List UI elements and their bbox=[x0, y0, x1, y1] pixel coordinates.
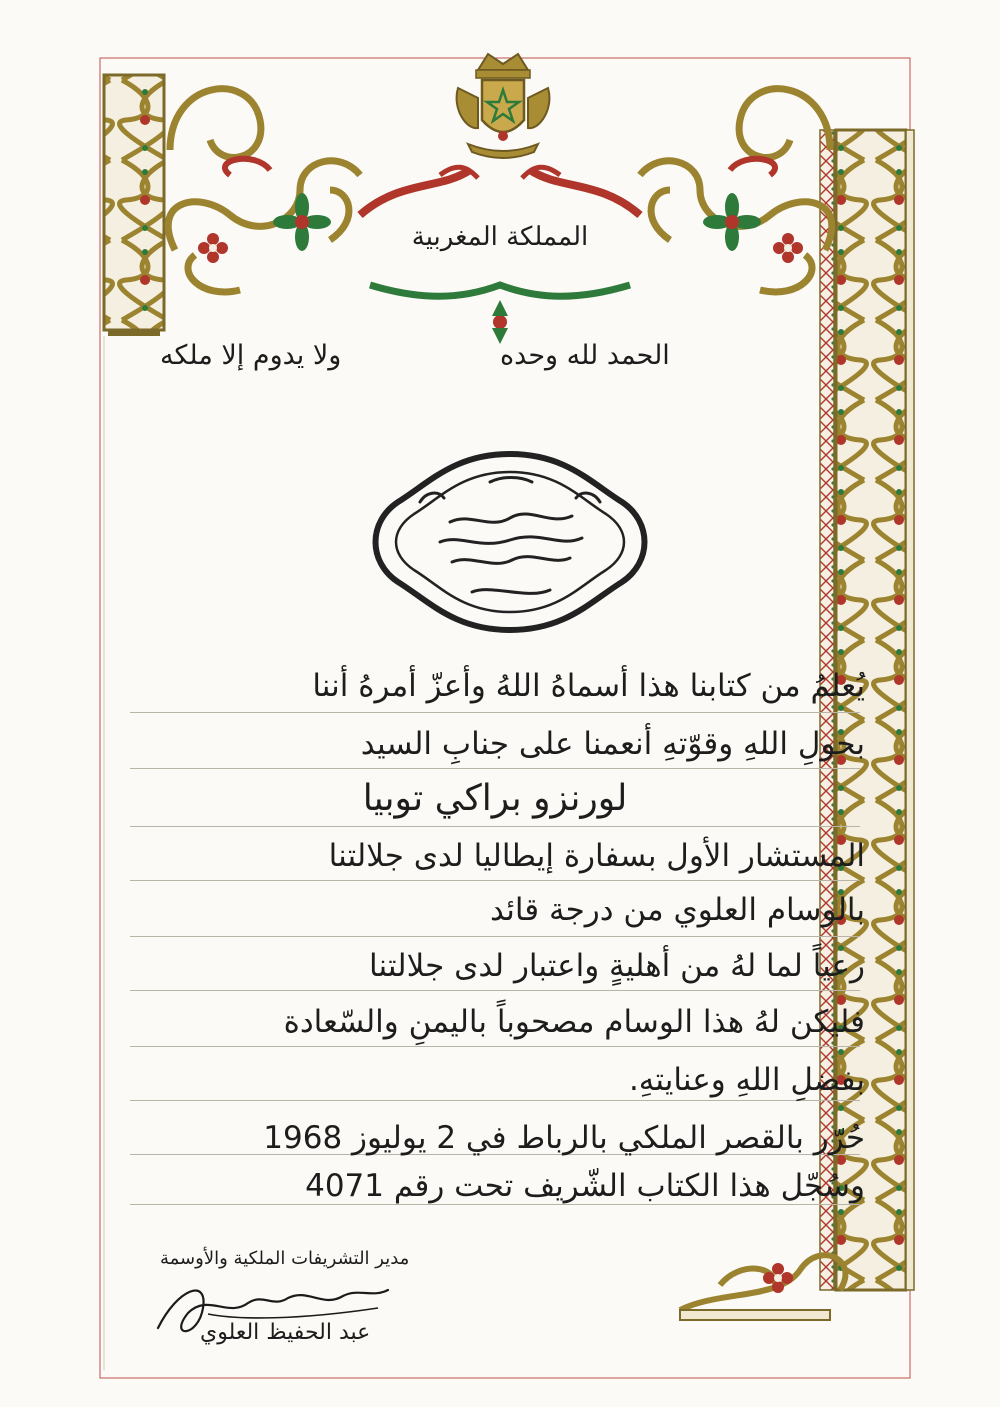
recipient-name: لورنزو براكي توبيا bbox=[362, 778, 628, 819]
body-line-4: المستشار الأول بسفارة إيطاليا لدى جلالتنا bbox=[328, 838, 865, 874]
body-line-8: بفضلِ اللهِ وعنايتهِ. bbox=[628, 1062, 865, 1098]
ruled-line bbox=[130, 1046, 860, 1047]
red-flower-left bbox=[195, 230, 231, 266]
date-line: حُرّر بالقصر الملكي بالرباط في 2 يوليوز 1968 bbox=[263, 1120, 865, 1156]
ruled-line bbox=[130, 712, 860, 713]
red-flower-bottom bbox=[760, 1260, 796, 1296]
body-line-7: فليكن لهُ هذا الوسام مصحوباً باليمنِ والسّعادة bbox=[283, 1004, 865, 1040]
director-title: مدير التشريفات الملكية والأوسمة bbox=[160, 1248, 410, 1269]
red-flower-right bbox=[770, 230, 806, 266]
praise-right: الحمد لله وحده bbox=[500, 340, 670, 371]
registration-line: وسُجّل هذا الكتاب الشّريف تحت رقم 4071 bbox=[305, 1168, 865, 1204]
coat-of-arms-icon bbox=[448, 48, 558, 168]
ruled-line bbox=[130, 768, 860, 769]
ruled-line bbox=[130, 880, 860, 881]
flower-ornament-left bbox=[270, 190, 334, 254]
decoration-line: بالوسام العلوي من درجة قائد bbox=[489, 892, 865, 928]
royal-seal bbox=[360, 442, 660, 642]
ruled-line bbox=[130, 936, 860, 937]
body-line-1: يُعلمُ من كتابنا هذا أسماهُ اللهُ وأعزّ أمرهُ أننا bbox=[312, 668, 865, 704]
body-line-6: رعياً لما لهُ من أهليةٍ واعتبار لدى جلالتنا bbox=[369, 948, 865, 984]
fleur-ornament bbox=[492, 300, 508, 344]
ruled-line bbox=[130, 990, 860, 991]
director-name: عبد الحفيظ العلوي bbox=[200, 1320, 371, 1345]
kingdom-title: المملكة المغربية bbox=[411, 222, 589, 252]
flower-ornament-right bbox=[700, 190, 764, 254]
ruled-line bbox=[130, 1204, 860, 1205]
ruled-line bbox=[130, 826, 860, 827]
body-line-2: بحولِ اللهِ وقوّتهِ أنعمنا على جنابِ السيد bbox=[360, 726, 865, 762]
left-border-band-top bbox=[104, 75, 164, 330]
praise-left: ولا يدوم إلا ملكه bbox=[160, 340, 342, 371]
right-border-band bbox=[836, 130, 906, 1290]
ruled-line bbox=[130, 1100, 860, 1101]
